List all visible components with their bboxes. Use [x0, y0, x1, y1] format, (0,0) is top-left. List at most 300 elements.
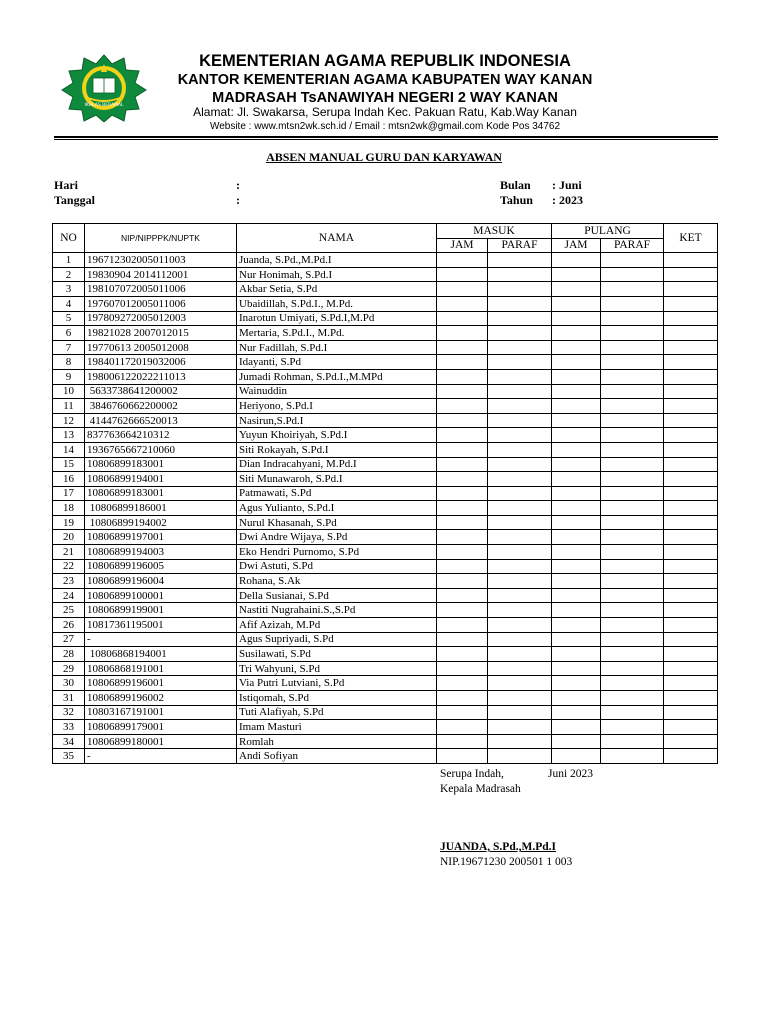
- ket-cell: [664, 413, 718, 428]
- masuk-jam-cell: [437, 384, 488, 399]
- table-row: [53, 253, 718, 268]
- pulang-paraf-cell: [601, 647, 664, 662]
- pulang-jam-cell: [552, 442, 601, 457]
- pulang-paraf-cell: [601, 749, 664, 764]
- row-number: 20: [53, 530, 85, 545]
- pulang-jam-cell: [552, 749, 601, 764]
- row-nama: Agus Supriyadi, S.Pd: [237, 632, 437, 647]
- pulang-paraf-cell: [601, 559, 664, 574]
- tahun-value: : 2023: [552, 193, 583, 207]
- row-number: 30: [53, 676, 85, 691]
- logo-motto: IKHLAS BERAMAL: [84, 103, 124, 108]
- masuk-paraf-cell: [488, 530, 552, 545]
- ket-cell: [664, 545, 718, 560]
- row-nama: Andi Sofiyan: [237, 749, 437, 764]
- attendance-table: [52, 223, 718, 764]
- row-nama: Tuti Alafiyah, S.Pd: [237, 705, 437, 720]
- header-masuk-jam: JAM: [437, 238, 488, 253]
- masuk-paraf-cell: [488, 749, 552, 764]
- row-nip: 197607012005011006: [85, 296, 237, 311]
- ket-cell: [664, 267, 718, 282]
- row-nama: Nur Fadillah, S.Pd.I: [237, 340, 437, 355]
- masuk-jam-cell: [437, 428, 488, 443]
- row-nama: Ubaidillah, S.Pd.I., M.Pd.: [237, 296, 437, 311]
- pulang-paraf-cell: [601, 399, 664, 414]
- masuk-paraf-cell: [488, 501, 552, 516]
- row-nama: Della Susianai, S.Pd: [237, 588, 437, 603]
- ket-cell: [664, 486, 718, 501]
- pulang-jam-cell: [552, 559, 601, 574]
- masuk-jam-cell: [437, 296, 488, 311]
- pulang-jam-cell: [552, 632, 601, 647]
- row-nip: 10806899100001: [85, 588, 237, 603]
- hari-label: Hari: [54, 178, 78, 192]
- ket-cell: [664, 340, 718, 355]
- masuk-paraf-cell: [488, 734, 552, 749]
- document-title: ABSEN MANUAL GURU DAN KARYAWAN: [266, 150, 502, 164]
- masuk-jam-cell: [437, 574, 488, 589]
- masuk-jam-cell: [437, 486, 488, 501]
- row-nip: 197809272005012003: [85, 311, 237, 326]
- row-nip: 4144762666520013: [85, 413, 237, 428]
- pulang-jam-cell: [552, 530, 601, 545]
- ket-cell: [664, 457, 718, 472]
- row-number: 7: [53, 340, 85, 355]
- hari-colon: :: [236, 178, 240, 192]
- pulang-paraf-cell: [601, 734, 664, 749]
- pulang-paraf-cell: [601, 355, 664, 370]
- pulang-jam-cell: [552, 691, 601, 706]
- masuk-paraf-cell: [488, 647, 552, 662]
- row-nama: Mertaria, S.Pd.I., M.Pd.: [237, 326, 437, 341]
- row-nip: 10806899183001: [85, 486, 237, 501]
- masuk-jam-cell: [437, 720, 488, 735]
- header-pulang: PULANG: [552, 224, 664, 239]
- masuk-jam-cell: [437, 603, 488, 618]
- ket-cell: [664, 442, 718, 457]
- masuk-paraf-cell: [488, 296, 552, 311]
- row-nama: Idayanti, S.Pd: [237, 355, 437, 370]
- masuk-paraf-cell: [488, 618, 552, 633]
- row-nama: Nasirun,S.Pd.I: [237, 413, 437, 428]
- signature-place: Serupa Indah,: [440, 768, 504, 780]
- ket-cell: [664, 676, 718, 691]
- table-row: [53, 603, 718, 618]
- pulang-jam-cell: [552, 340, 601, 355]
- row-nip: 10806899199001: [85, 603, 237, 618]
- table-row: [53, 282, 718, 297]
- pulang-paraf-cell: [601, 632, 664, 647]
- masuk-paraf-cell: [488, 413, 552, 428]
- masuk-paraf-cell: [488, 399, 552, 414]
- masuk-jam-cell: [437, 647, 488, 662]
- table-row: [53, 501, 718, 516]
- ket-cell: [664, 749, 718, 764]
- row-number: 35: [53, 749, 85, 764]
- row-nama: Inarotun Umiyati, S.Pd.I,M.Pd: [237, 311, 437, 326]
- row-nama: Romlah: [237, 734, 437, 749]
- masuk-paraf-cell: [488, 705, 552, 720]
- ket-cell: [664, 296, 718, 311]
- pulang-paraf-cell: [601, 311, 664, 326]
- masuk-jam-cell: [437, 340, 488, 355]
- row-number: 19: [53, 515, 85, 530]
- pulang-jam-cell: [552, 486, 601, 501]
- row-nip: 3846760662200002: [85, 399, 237, 414]
- pulang-paraf-cell: [601, 253, 664, 268]
- row-nama: Eko Hendri Purnomo, S.Pd: [237, 545, 437, 560]
- row-number: 6: [53, 326, 85, 341]
- row-nama: Nur Honimah, S.Pd.I: [237, 267, 437, 282]
- pulang-paraf-cell: [601, 515, 664, 530]
- table-row: [53, 574, 718, 589]
- table-row: [53, 472, 718, 487]
- header-masuk: MASUK: [437, 224, 552, 239]
- row-nama: Nastiti Nugrahaini.S.,S.Pd: [237, 603, 437, 618]
- row-nama: Tri Wahyuni, S.Pd: [237, 661, 437, 676]
- row-nama: Juanda, S.Pd.,M.Pd.I: [237, 253, 437, 268]
- pulang-paraf-cell: [601, 588, 664, 603]
- masuk-jam-cell: [437, 618, 488, 633]
- table-row: [53, 691, 718, 706]
- masuk-paraf-cell: [488, 384, 552, 399]
- pulang-jam-cell: [552, 603, 601, 618]
- pulang-paraf-cell: [601, 457, 664, 472]
- row-number: 16: [53, 472, 85, 487]
- pulang-paraf-cell: [601, 486, 664, 501]
- masuk-jam-cell: [437, 457, 488, 472]
- tahun-label: Tahun: [500, 193, 533, 207]
- row-number: 21: [53, 545, 85, 560]
- row-nip: 10806899180001: [85, 734, 237, 749]
- masuk-jam-cell: [437, 399, 488, 414]
- masuk-jam-cell: [437, 588, 488, 603]
- row-nama: Dwi Astuti, S.Pd: [237, 559, 437, 574]
- table-row: [53, 457, 718, 472]
- row-number: 25: [53, 603, 85, 618]
- pulang-jam-cell: [552, 676, 601, 691]
- ket-cell: [664, 501, 718, 516]
- table-row: [53, 340, 718, 355]
- row-number: 23: [53, 574, 85, 589]
- header-nip: NIP/NIPPPK/NUPTK: [85, 224, 237, 253]
- pulang-jam-cell: [552, 457, 601, 472]
- row-nip: 10806899196004: [85, 574, 237, 589]
- row-nama: Imam Masturi: [237, 720, 437, 735]
- row-nama: Heriyono, S.Pd.I: [237, 399, 437, 414]
- row-number: 2: [53, 267, 85, 282]
- masuk-paraf-cell: [488, 515, 552, 530]
- kemenag-logo: [60, 54, 148, 122]
- table-body: [53, 253, 718, 764]
- masuk-jam-cell: [437, 559, 488, 574]
- masuk-jam-cell: [437, 253, 488, 268]
- pulang-jam-cell: [552, 384, 601, 399]
- pulang-jam-cell: [552, 296, 601, 311]
- pulang-paraf-cell: [601, 530, 664, 545]
- row-number: 18: [53, 501, 85, 516]
- table-row: [53, 442, 718, 457]
- pulang-jam-cell: [552, 267, 601, 282]
- row-nip: 10806899183001: [85, 457, 237, 472]
- table-row: [53, 267, 718, 282]
- table-row: [53, 428, 718, 443]
- row-nama: Siti Rokayah, S.Pd.I: [237, 442, 437, 457]
- masuk-paraf-cell: [488, 559, 552, 574]
- row-nip: 837763664210312: [85, 428, 237, 443]
- table-row: [53, 355, 718, 370]
- row-number: 29: [53, 661, 85, 676]
- ket-cell: [664, 282, 718, 297]
- masuk-paraf-cell: [488, 282, 552, 297]
- row-number: 10: [53, 384, 85, 399]
- row-number: 12: [53, 413, 85, 428]
- pulang-paraf-cell: [601, 282, 664, 297]
- ket-cell: [664, 369, 718, 384]
- ket-cell: [664, 647, 718, 662]
- pulang-jam-cell: [552, 472, 601, 487]
- table-row: [53, 647, 718, 662]
- masuk-paraf-cell: [488, 574, 552, 589]
- ket-cell: [664, 355, 718, 370]
- table-row: [53, 632, 718, 647]
- table-row: [53, 369, 718, 384]
- tanggal-label: Tanggal: [54, 193, 95, 207]
- pulang-paraf-cell: [601, 296, 664, 311]
- row-number: 11: [53, 399, 85, 414]
- row-number: 24: [53, 588, 85, 603]
- row-nip: 10806899196001: [85, 676, 237, 691]
- pulang-jam-cell: [552, 326, 601, 341]
- row-nip: 10806899186001: [85, 501, 237, 516]
- signature-date: Juni 2023: [548, 768, 594, 780]
- masuk-jam-cell: [437, 691, 488, 706]
- masuk-paraf-cell: [488, 661, 552, 676]
- header-rule-thick: [54, 136, 718, 138]
- row-nip: 19830904 2014112001: [85, 267, 237, 282]
- table-row: [53, 311, 718, 326]
- pulang-jam-cell: [552, 355, 601, 370]
- bulan-label: Bulan: [500, 178, 531, 192]
- row-number: 28: [53, 647, 85, 662]
- row-number: 32: [53, 705, 85, 720]
- table-row: [53, 676, 718, 691]
- masuk-paraf-cell: [488, 676, 552, 691]
- table-row: [53, 720, 718, 735]
- ket-cell: [664, 384, 718, 399]
- masuk-jam-cell: [437, 355, 488, 370]
- row-number: 31: [53, 691, 85, 706]
- masuk-jam-cell: [437, 545, 488, 560]
- masuk-jam-cell: [437, 282, 488, 297]
- row-number: 3: [53, 282, 85, 297]
- header-ket: KET: [664, 224, 718, 253]
- masuk-paraf-cell: [488, 720, 552, 735]
- row-number: 9: [53, 369, 85, 384]
- ket-cell: [664, 253, 718, 268]
- row-nip: 10817361195001: [85, 618, 237, 633]
- ket-cell: [664, 618, 718, 633]
- masuk-paraf-cell: [488, 545, 552, 560]
- row-nip: -: [85, 632, 237, 647]
- pulang-jam-cell: [552, 705, 601, 720]
- pulang-paraf-cell: [601, 691, 664, 706]
- pulang-jam-cell: [552, 282, 601, 297]
- row-nama: Istiqomah, S.Pd: [237, 691, 437, 706]
- row-nip: -: [85, 749, 237, 764]
- row-nip: 10806899196002: [85, 691, 237, 706]
- masuk-paraf-cell: [488, 340, 552, 355]
- pulang-jam-cell: [552, 413, 601, 428]
- masuk-paraf-cell: [488, 369, 552, 384]
- row-nama: Via Putri Lutviani, S.Pd: [237, 676, 437, 691]
- pulang-jam-cell: [552, 734, 601, 749]
- masuk-jam-cell: [437, 369, 488, 384]
- pulang-paraf-cell: [601, 705, 664, 720]
- ket-cell: [664, 691, 718, 706]
- ket-cell: [664, 574, 718, 589]
- ket-cell: [664, 428, 718, 443]
- masuk-paraf-cell: [488, 267, 552, 282]
- row-nama: Wainuddin: [237, 384, 437, 399]
- pulang-jam-cell: [552, 253, 601, 268]
- header-no: NO: [53, 224, 85, 253]
- header-pulang-paraf: PARAF: [601, 238, 664, 253]
- row-number: 8: [53, 355, 85, 370]
- row-number: 4: [53, 296, 85, 311]
- row-nip: 10806868191001: [85, 661, 237, 676]
- masuk-paraf-cell: [488, 486, 552, 501]
- pulang-jam-cell: [552, 311, 601, 326]
- masuk-jam-cell: [437, 749, 488, 764]
- row-nip: 19770613 2005012008: [85, 340, 237, 355]
- table-row: [53, 661, 718, 676]
- pulang-paraf-cell: [601, 472, 664, 487]
- header-nama: NAMA: [237, 224, 437, 253]
- masuk-jam-cell: [437, 326, 488, 341]
- ket-cell: [664, 720, 718, 735]
- row-nama: Jumadi Rohman, S.Pd.I.,M.MPd: [237, 369, 437, 384]
- row-nama: Patmawati, S.Pd: [237, 486, 437, 501]
- masuk-paraf-cell: [488, 253, 552, 268]
- ket-cell: [664, 705, 718, 720]
- table-row: [53, 486, 718, 501]
- pulang-jam-cell: [552, 515, 601, 530]
- header-rule-thin: [54, 139, 718, 140]
- ket-cell: [664, 326, 718, 341]
- pulang-jam-cell: [552, 501, 601, 516]
- school-contact: Website : www.mtsn2wk.sch.id / Email : mtsn2wk@gmail.com Kode Pos 34762: [209, 121, 561, 132]
- pulang-paraf-cell: [601, 574, 664, 589]
- ket-cell: [664, 603, 718, 618]
- masuk-jam-cell: [437, 515, 488, 530]
- row-nip: 196712302005011003: [85, 253, 237, 268]
- pulang-paraf-cell: [601, 267, 664, 282]
- table-row: [53, 530, 718, 545]
- row-number: 13: [53, 428, 85, 443]
- row-nip: 5633738641200002: [85, 384, 237, 399]
- row-nama: Rohana, S.Ak: [237, 574, 437, 589]
- ket-cell: [664, 515, 718, 530]
- masuk-jam-cell: [437, 311, 488, 326]
- table-row: [53, 734, 718, 749]
- row-nama: Yuyun Khoiriyah, S.Pd.I: [237, 428, 437, 443]
- pulang-paraf-cell: [601, 340, 664, 355]
- table-row: [53, 588, 718, 603]
- pulang-paraf-cell: [601, 676, 664, 691]
- pulang-paraf-cell: [601, 428, 664, 443]
- row-number: 15: [53, 457, 85, 472]
- row-number: 27: [53, 632, 85, 647]
- pulang-jam-cell: [552, 588, 601, 603]
- pulang-paraf-cell: [601, 413, 664, 428]
- row-nama: Dwi Andre Wijaya, S.Pd: [237, 530, 437, 545]
- pulang-jam-cell: [552, 545, 601, 560]
- masuk-jam-cell: [437, 472, 488, 487]
- row-nip: 10806899196005: [85, 559, 237, 574]
- table-row: [53, 326, 718, 341]
- ket-cell: [664, 530, 718, 545]
- row-nama: Agus Yulianto, S.Pd.I: [237, 501, 437, 516]
- masuk-paraf-cell: [488, 442, 552, 457]
- row-nama: Dian Indracahyani, M.Pd.I: [237, 457, 437, 472]
- row-nama: Afif Azizah, M.Pd: [237, 618, 437, 633]
- table-header-row: [53, 224, 718, 239]
- pulang-jam-cell: [552, 661, 601, 676]
- pulang-paraf-cell: [601, 369, 664, 384]
- table-row: [53, 705, 718, 720]
- pulang-paraf-cell: [601, 326, 664, 341]
- ket-cell: [664, 734, 718, 749]
- table-row: [53, 515, 718, 530]
- masuk-paraf-cell: [488, 632, 552, 647]
- row-nip: 10806899194001: [85, 472, 237, 487]
- row-nip: 10806899194002: [85, 515, 237, 530]
- row-number: 1: [53, 253, 85, 268]
- row-nip: 19821028 2007012015: [85, 326, 237, 341]
- pulang-paraf-cell: [601, 661, 664, 676]
- masuk-jam-cell: [437, 530, 488, 545]
- signature-name: JUANDA, S.Pd.,M.Pd.I: [440, 841, 556, 853]
- pulang-paraf-cell: [601, 618, 664, 633]
- masuk-paraf-cell: [488, 326, 552, 341]
- masuk-jam-cell: [437, 676, 488, 691]
- ket-cell: [664, 632, 718, 647]
- row-nip: 198401172019032006: [85, 355, 237, 370]
- school-name: MADRASAH TsANAWIYAH NEGERI 2 WAY KANAN: [212, 90, 558, 106]
- pulang-jam-cell: [552, 428, 601, 443]
- masuk-jam-cell: [437, 413, 488, 428]
- row-nama: Susilawati, S.Pd: [237, 647, 437, 662]
- header-masuk-paraf: PARAF: [488, 238, 552, 253]
- masuk-jam-cell: [437, 442, 488, 457]
- masuk-paraf-cell: [488, 311, 552, 326]
- table-row: [53, 559, 718, 574]
- row-nip: 10803167191001: [85, 705, 237, 720]
- masuk-paraf-cell: [488, 691, 552, 706]
- row-nip: 10806899197001: [85, 530, 237, 545]
- pulang-paraf-cell: [601, 720, 664, 735]
- masuk-paraf-cell: [488, 428, 552, 443]
- masuk-paraf-cell: [488, 355, 552, 370]
- pulang-jam-cell: [552, 369, 601, 384]
- masuk-paraf-cell: [488, 603, 552, 618]
- row-number: 22: [53, 559, 85, 574]
- signature-role: Kepala Madrasah: [440, 783, 521, 795]
- ket-cell: [664, 399, 718, 414]
- row-number: 14: [53, 442, 85, 457]
- row-number: 17: [53, 486, 85, 501]
